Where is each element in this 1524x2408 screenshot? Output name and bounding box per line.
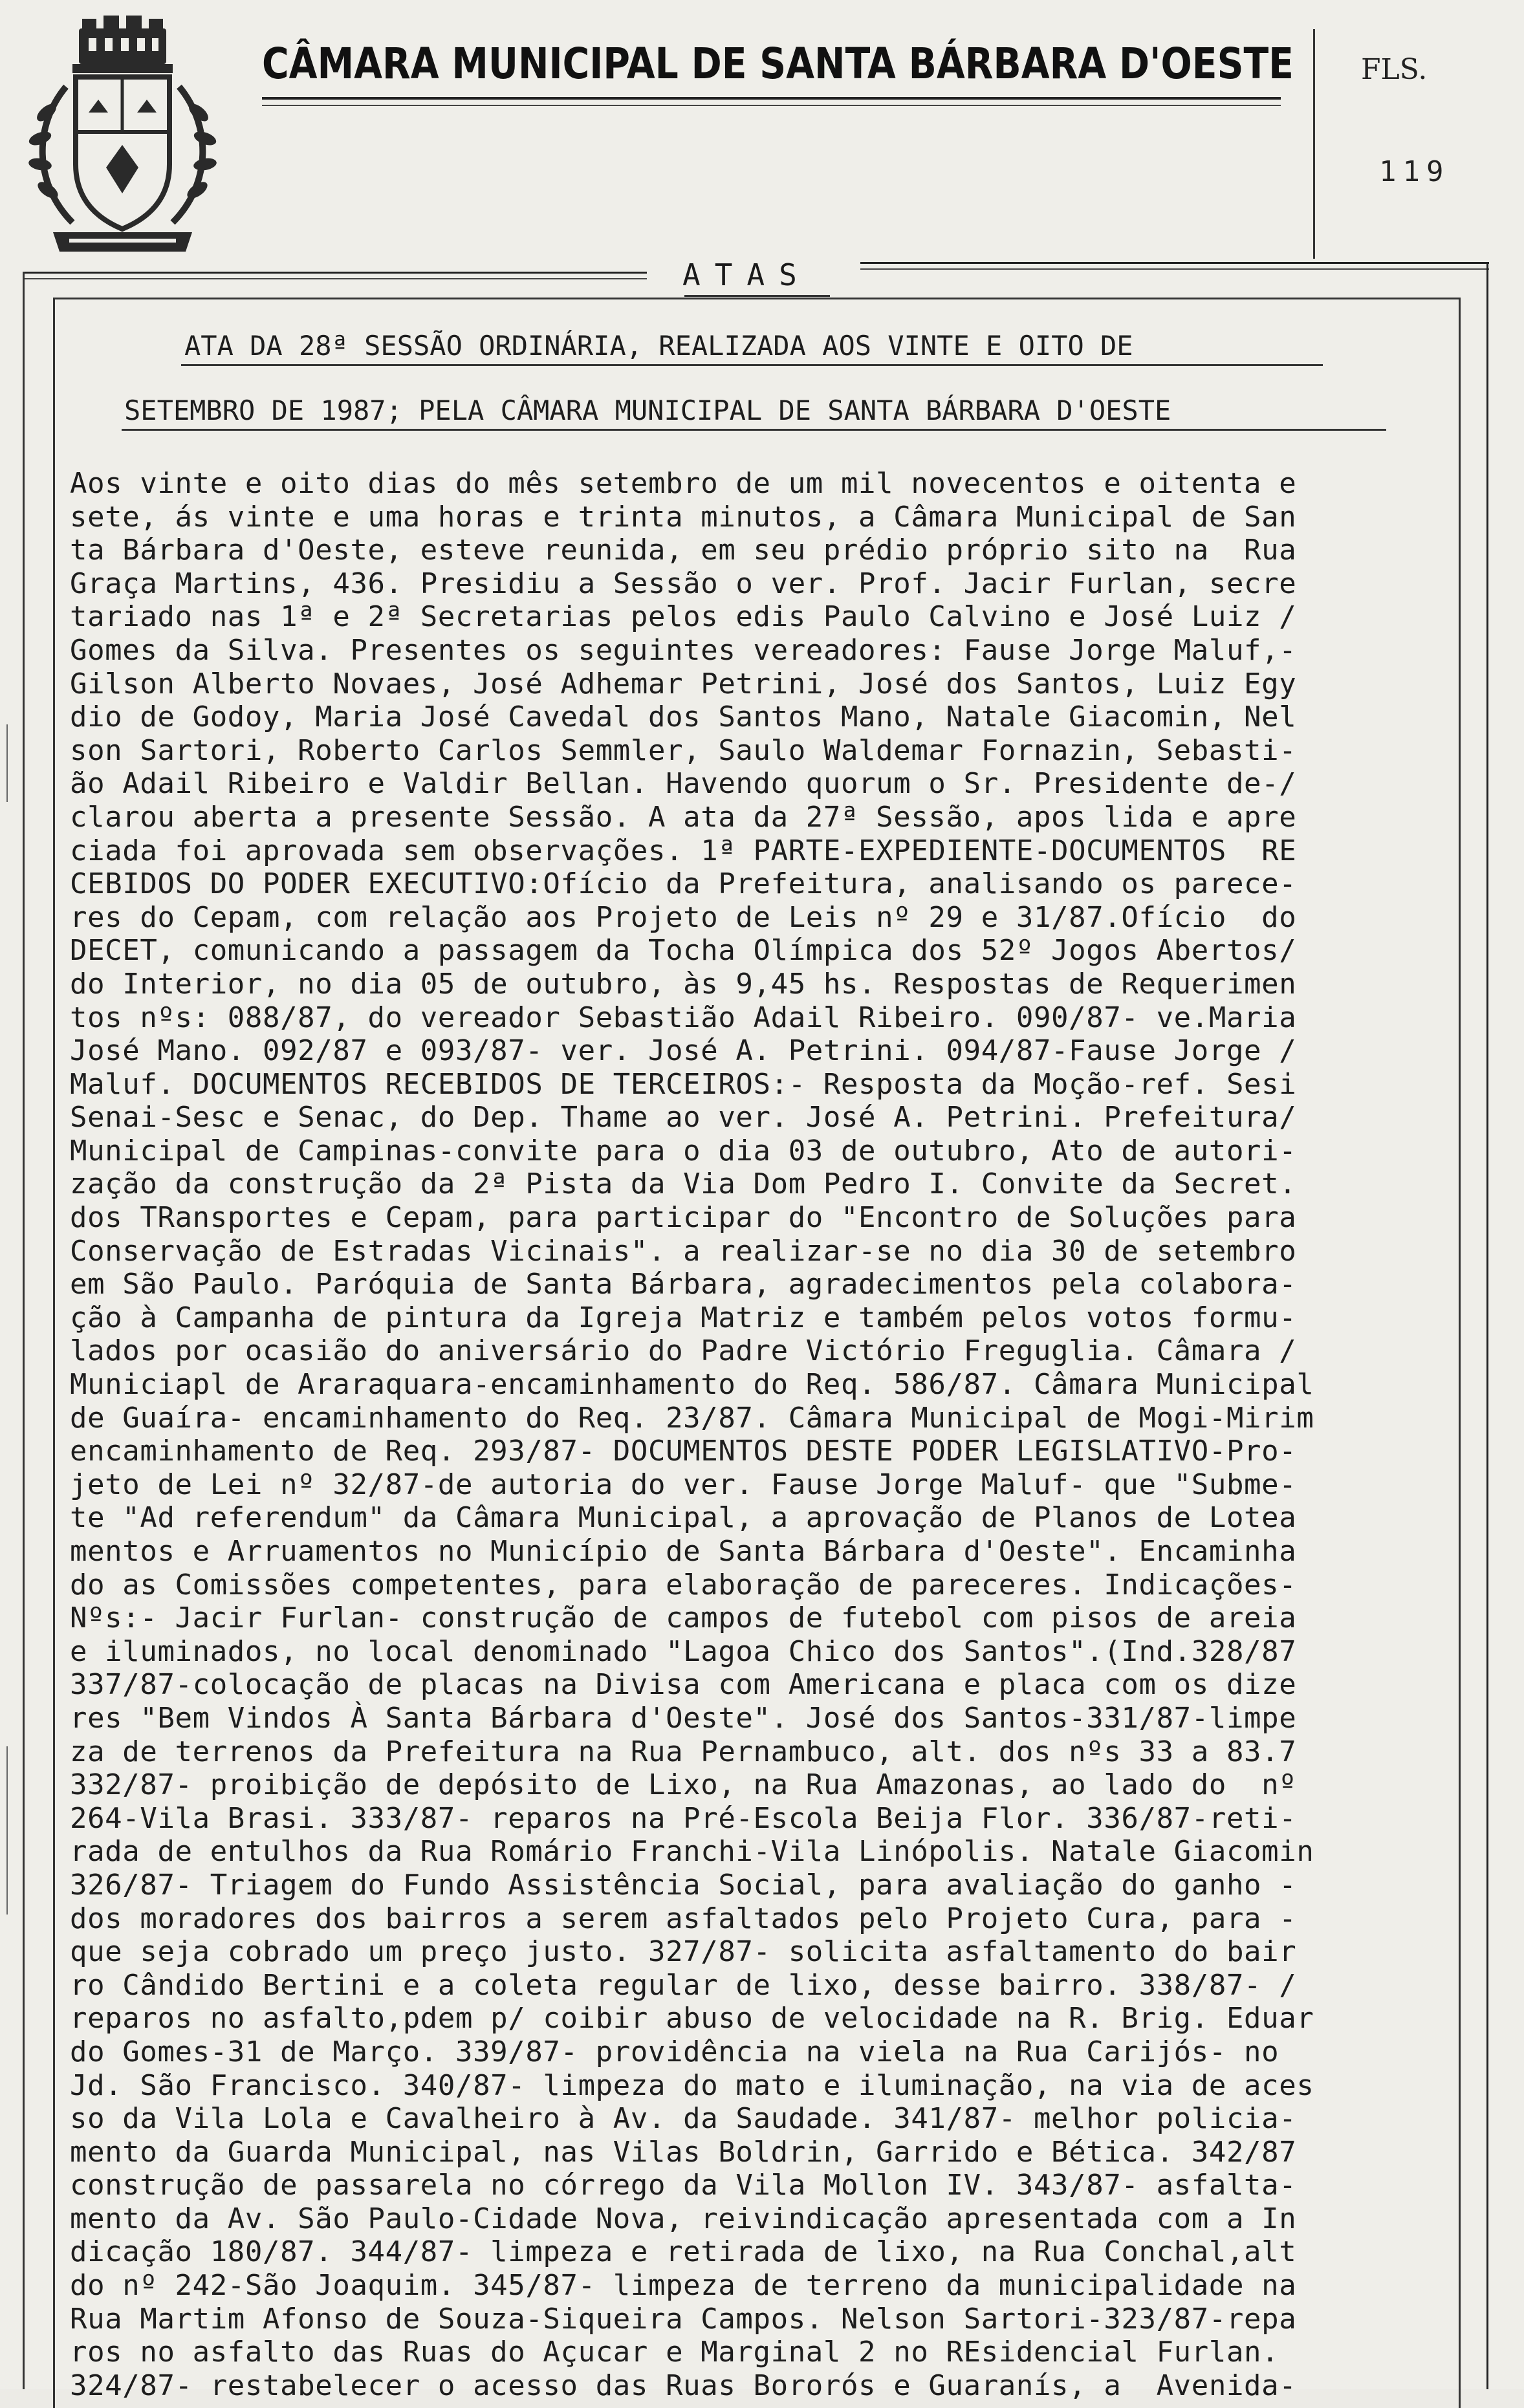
text-line: 264-Vila Brasi. 333/87- reparos na Pré-Escola Beija Flor. 336/87-reti- bbox=[70, 1801, 1297, 1835]
section-underline bbox=[684, 295, 830, 297]
text-line: Jd. São Francisco. 340/87- limpeza do mato e iluminação, na via de aces bbox=[70, 2068, 1314, 2102]
text-line: dio de Godoy, Maria José Cavedal dos Santos Mano, Natale Giacomin, Nel bbox=[70, 700, 1297, 734]
text-line: te "Ad referendum" da Câmara Municipal, a aprovação de Planos de Lotea bbox=[70, 1501, 1297, 1535]
text-line: encaminhamento de Req. 293/87- DOCUMENTOS DESTE PODER LEGISLATIVO-Pro- bbox=[70, 1435, 1297, 1468]
text-line: CEBIDOS DO PODER EXECUTIVO:Ofício da Prefeitura, analisando os parece- bbox=[70, 867, 1297, 901]
section-title: ATAS bbox=[682, 257, 811, 292]
text-line: mentos e Arruamentos no Município de Santa Bárbara d'Oeste". Encaminha bbox=[70, 1535, 1297, 1568]
text-line: e iluminados, no local denominado "Lagoa Chico dos Santos".(Ind.328/87 bbox=[70, 1634, 1297, 1668]
fls-label: FLS. bbox=[1361, 53, 1428, 86]
text-line: dos moradores dos bairros a serem asfaltados pelo Projeto Cura, para - bbox=[70, 1902, 1297, 1935]
text-line: dicação 180/87. 344/87- limpeza e retirada de lixo, na Rua Conchal,alt bbox=[70, 2235, 1297, 2269]
text-line: res "Bem Vindos À Santa Bárbara d'Oeste". José dos Santos-331/87-limpe bbox=[70, 1701, 1297, 1735]
text-line: do nº 242-São Joaquim. 345/87- limpeza de terreno da municipalidade na bbox=[70, 2269, 1297, 2303]
text-line: ção à Campanha de pintura da Igreja Matriz e também pelos votos formu- bbox=[70, 1301, 1297, 1334]
title-underline bbox=[181, 364, 1323, 366]
header-rule-thin bbox=[262, 105, 1281, 106]
header-divider bbox=[1313, 29, 1315, 259]
text-line: ão Adail Ribeiro e Valdir Bellan. Havendo quorum o Sr. Presidente de-/ bbox=[70, 767, 1297, 801]
margin-mark bbox=[0, 1746, 8, 1914]
text-line: Maluf. DOCUMENTOS RECEBIDOS DE TERCEIROS:- Resposta da Moção-ref. Sesi bbox=[70, 1067, 1297, 1101]
text-line: do as Comissões competentes, para elaboração de pareceres. Indicações- bbox=[70, 1568, 1297, 1601]
text-line: do Interior, no dia 05 de outubro, às 9,45 hs. Respostas de Requerimen bbox=[70, 967, 1297, 1001]
text-line: ros no asfalto das Ruas do Açucar e Marginal 2 no REsidencial Furlan. bbox=[70, 2336, 1279, 2369]
text-line: ta Bárbara d'Oeste, esteve reunida, em seu prédio próprio sito na Rua bbox=[70, 534, 1297, 567]
text-line: 326/87- Triagem do Fundo Assistência Social, para avaliação do ganho - bbox=[70, 1868, 1297, 1902]
text-line: jeto de Lei nº 32/87-de autoria do ver. Fause Jorge Maluf- que "Subme- bbox=[70, 1468, 1297, 1501]
header-rule bbox=[262, 97, 1281, 100]
text-line: Gilson Alberto Novaes, José Adhemar Petrini, José dos Santos, Luiz Egy bbox=[70, 667, 1297, 700]
text-line: 324/87- restabelecer o acesso das Ruas Bororós e Guaranís, a Avenida- bbox=[70, 2369, 1297, 2402]
text-line: 332/87- proibição de depósito de Lixo, na Rua Amazonas, ao lado do nº bbox=[70, 1768, 1297, 1802]
margin-mark bbox=[0, 724, 8, 802]
frame-rule bbox=[1486, 262, 1488, 2389]
text-line: za de terrenos da Prefeitura na Rua Pernambuco, alt. dos nºs 33 a 83.7 bbox=[70, 1735, 1297, 1768]
text-line: lados por ocasião do aniversário do Padre Victório Freguglia. Câmara / bbox=[70, 1334, 1297, 1368]
text-line: rada de entulhos da Rua Romário Franchi-Vila Linópolis. Natale Giacomin bbox=[70, 1835, 1314, 1869]
text-line: son Sartori, Roberto Carlos Semmler, Saulo Waldemar Fornazin, Sebasti- bbox=[70, 733, 1297, 767]
document-title-line-2: SETEMBRO DE 1987; PELA CÂMARA MUNICIPAL DE SANTA BÁRBARA D'OESTE bbox=[124, 395, 1171, 426]
text-line: construção de passarela no córrego da Vila Mollon IV. 343/87- asfalta- bbox=[70, 2169, 1297, 2202]
text-line: Aos vinte e oito dias do mês setembro de um mil novecentos e oitenta e bbox=[70, 467, 1297, 500]
text-line: em São Paulo. Paróquia de Santa Bárbara, agradecimentos pela colabora- bbox=[70, 1268, 1297, 1301]
text-line: res do Cepam, com relação aos Projeto de Leis nº 29 e 31/87.Ofício do bbox=[70, 900, 1297, 934]
frame-rule bbox=[860, 268, 1489, 270]
text-line: sete, ás vinte e uma horas e trinta minutos, a Câmara Municipal de San bbox=[70, 500, 1297, 534]
text-line: tariado nas 1ª e 2ª Secretarias pelos edis Paulo Calvino e José Luiz / bbox=[70, 600, 1297, 634]
frame-rule bbox=[23, 272, 25, 2389]
minutes-body bbox=[70, 467, 1467, 2402]
text-line: reparos no asfalto,pdem p/ coibir abuso de velocidade na R. Brig. Eduar bbox=[70, 2002, 1314, 2035]
text-line: so da Vila Lola e Cavalheiro à Av. da Saudade. 341/87- melhor policia- bbox=[70, 2102, 1297, 2136]
page-number: 119 bbox=[1379, 155, 1450, 188]
text-line: Gomes da Silva. Presentes os seguintes vereadores: Fause Jorge Maluf,- bbox=[70, 633, 1297, 667]
text-line: zação da construção da 2ª Pista da Via Dom Pedro I. Convite da Secret. bbox=[70, 1167, 1297, 1201]
text-line: ro Cândido Bertini e a coleta regular de lixo, desse bairro. 338/87- / bbox=[70, 1968, 1297, 2002]
text-line: DECET, comunicando a passagem da Tocha Olímpica dos 52º Jogos Abertos/ bbox=[70, 934, 1297, 968]
text-line: mento da Av. São Paulo-Cidade Nova, reivindicação apresentada com a In bbox=[70, 2202, 1297, 2235]
text-line: mento da Guarda Municipal, nas Vilas Boldrin, Garrido e Bética. 342/87 bbox=[70, 2135, 1297, 2169]
coat-of-arms-icon bbox=[27, 16, 218, 255]
frame-rule bbox=[23, 272, 647, 274]
text-line: 337/87-colocação de placas na Divisa com Americana e placa com os dize bbox=[70, 1668, 1297, 1702]
institution-name: CÂMARA MUNICIPAL DE SANTA BÁRBARA D'OESTE bbox=[262, 39, 1294, 89]
text-line: Municiapl de Araraquara-encaminhamento do Req. 586/87. Câmara Municipal bbox=[70, 1368, 1314, 1402]
text-line: de Guaíra- encaminhamento do Req. 23/87. Câmara Municipal de Mogi-Mirim bbox=[70, 1401, 1314, 1435]
text-line: Nºs:- Jacir Furlan- construção de campos de futebol com pisos de areia bbox=[70, 1601, 1297, 1635]
frame-rule bbox=[23, 278, 647, 279]
text-line: que seja cobrado um preço justo. 327/87- solicita asfaltamento do bair bbox=[70, 1935, 1297, 1969]
text-line: José Mano. 092/87 e 093/87- ver. José A. Petrini. 094/87-Fause Jorge / bbox=[70, 1034, 1297, 1068]
title-underline bbox=[122, 429, 1386, 431]
text-line: do Gomes-31 de Março. 339/87- providência na viela na Rua Carijós- no bbox=[70, 2035, 1279, 2068]
text-line: Municipal de Campinas-convite para o dia 03 de outubro, Ato de autori- bbox=[70, 1134, 1297, 1167]
frame-rule bbox=[860, 262, 1489, 264]
text-line: Senai-Sesc e Senac, do Dep. Thame ao ver. José A. Petrini. Prefeitura/ bbox=[70, 1101, 1297, 1134]
text-line: tos nºs: 088/87, do vereador Sebastião Adail Ribeiro. 090/87- ve.Maria bbox=[70, 1001, 1297, 1034]
text-line: Conservação de Estradas Vicinais". a realizar-se no dia 30 de setembro bbox=[70, 1234, 1297, 1268]
document-title-line-1: ATA DA 28ª SESSÃO ORDINÁRIA, REALIZADA AOS VINTE E OITO DE bbox=[184, 330, 1133, 362]
text-line: clarou aberta a presente Sessão. A ata da 27ª Sessão, apos lida e apre bbox=[70, 800, 1297, 834]
text-line: dos TRansportes e Cepam, para participar do "Encontro de Soluções para bbox=[70, 1201, 1297, 1235]
text-line: Rua Martim Afonso de Souza-Siqueira Campos. Nelson Sartori-323/87-repa bbox=[70, 2302, 1297, 2336]
text-line: Graça Martins, 436. Presidiu a Sessão o ver. Prof. Jacir Furlan, secre bbox=[70, 567, 1297, 600]
text-line: ciada foi aprovada sem observações. 1ª PARTE-EXPEDIENTE-DOCUMENTOS RE bbox=[70, 834, 1297, 867]
